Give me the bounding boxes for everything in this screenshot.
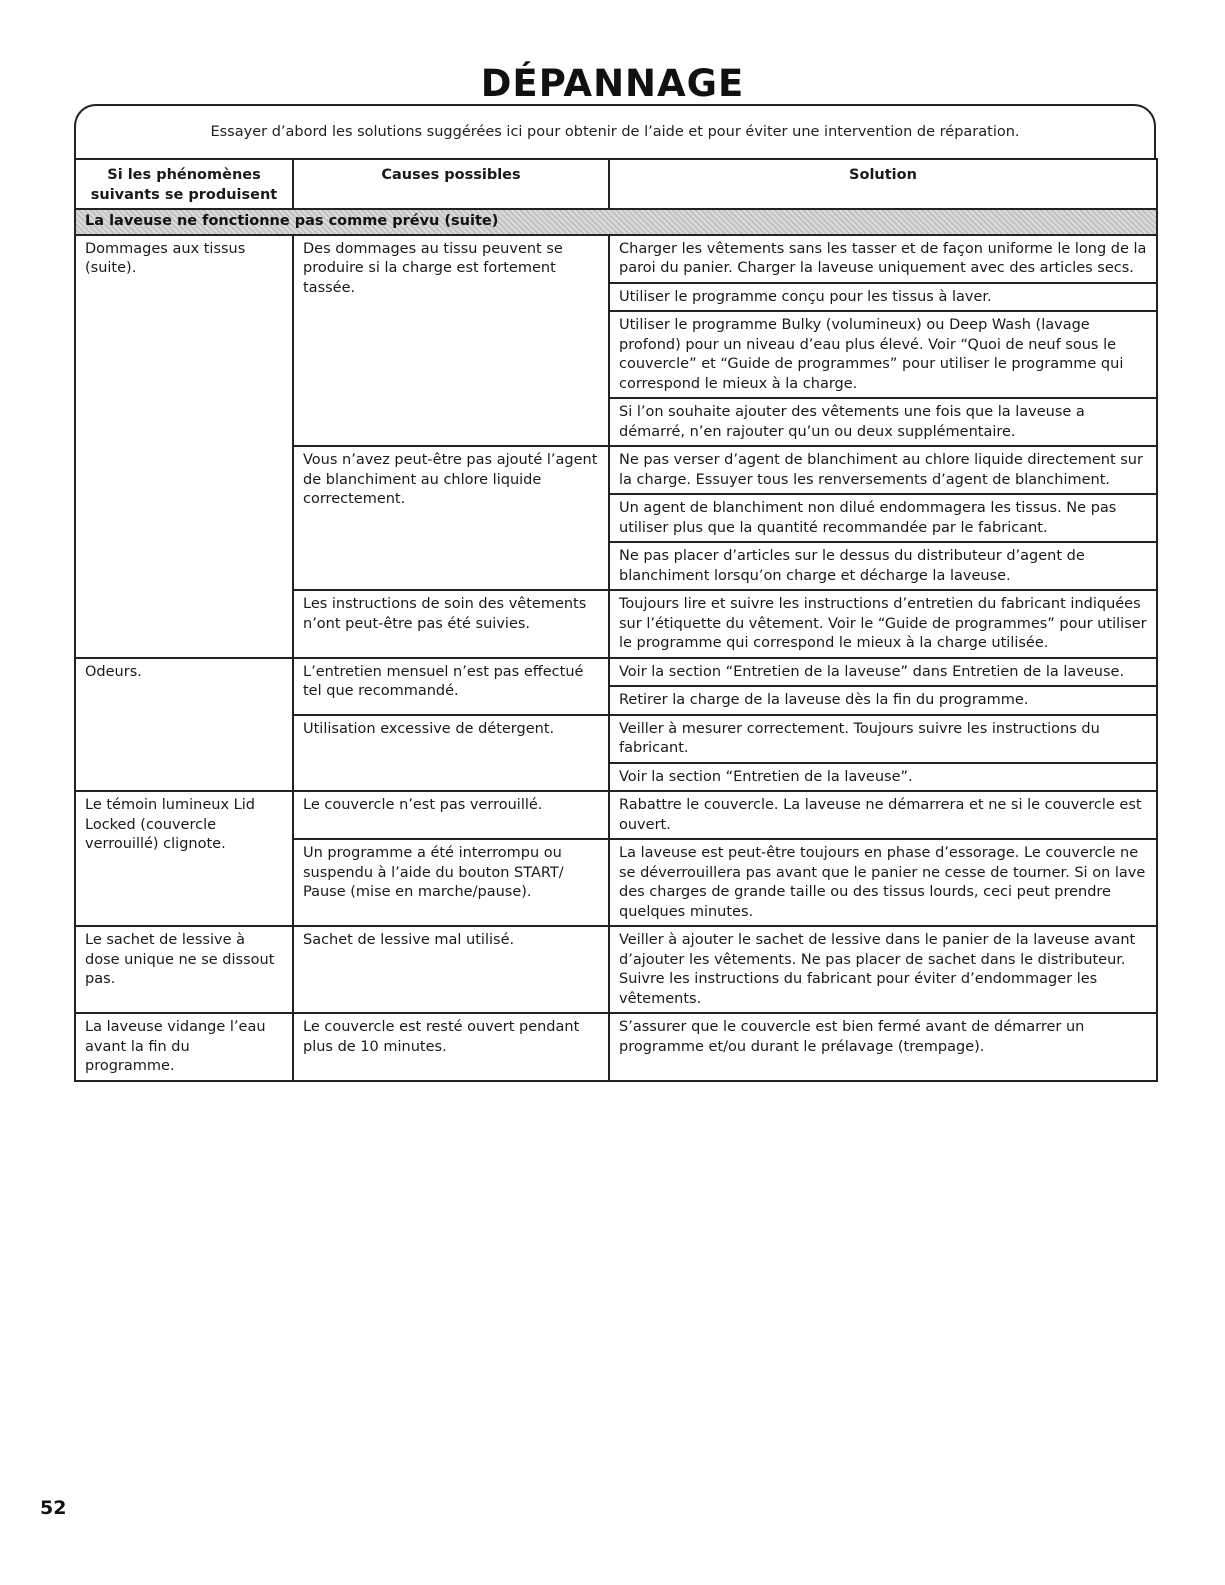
table-row (75, 658, 1157, 687)
intro-text: Essayer d’abord les solutions suggérées ici pour obtenir de l’aide et pour éviter une intervention de réparation. (210, 124, 1020, 140)
section-title: La laveuse ne fonctionne pas comme prévu (suite) (75, 209, 1157, 235)
header-phenomenon: Si les phénomènes suivants se produisent (75, 159, 293, 209)
cause-cell: L’entretien mensuel n’est pas effectué tel que recommandé. (293, 658, 609, 715)
table-row (75, 791, 1157, 839)
problem-cell: La laveuse vidange l’eau avant la fin du programme. (75, 1013, 293, 1081)
solution-cell: Charger les vêtements sans les tasser et de façon uniforme le long de la paroi du panier. Charger la laveuse uniquement avec des articles secs. (609, 235, 1157, 283)
solution-cell: Rabattre le couvercle. La laveuse ne démarrera et ne si le couvercle est ouvert. (609, 791, 1157, 839)
problem-cell: Le sachet de lessive à dose unique ne se dissout pas. (75, 926, 293, 1013)
solution-cell: S’assurer que le couvercle est bien fermé avant de démarrer un programme et/ou durant le prélavage (trempage). (609, 1013, 1157, 1081)
table-row (75, 235, 1157, 283)
header-solution: Solution (609, 159, 1157, 209)
cause-cell: Le couvercle n’est pas verrouillé. (293, 791, 609, 839)
solution-cell: Veiller à mesurer correctement. Toujours suivre les instructions du fabricant. (609, 715, 1157, 763)
cause-cell: Le couvercle est resté ouvert pendant plus de 10 minutes. (293, 1013, 609, 1081)
solution-cell: La laveuse est peut-être toujours en phase d’essorage. Le couvercle ne se déverrouillera pas avant que le panier ne cesse de tourner. Si on lave des charges de grande taille ou des tissus lourds, ceci peut prendre quelques minutes. (609, 839, 1157, 926)
table-row (75, 1013, 1157, 1081)
problem-cell: Dommages aux tissus (suite). (75, 235, 293, 658)
solution-cell: Voir la section “Entretien de la laveuse” dans Entretien de la laveuse. (609, 658, 1157, 687)
page-title: DÉPANNAGE (480, 62, 745, 105)
solution-cell: Voir la section “Entretien de la laveuse”. (609, 763, 1157, 792)
problem-cell: Le témoin lumineux Lid Locked (couvercle verrouillé) clignote. (75, 791, 293, 926)
solution-cell: Utiliser le programme Bulky (volumineux) ou Deep Wash (lavage profond) pour un niveau d’eau plus élevé. Voir “Quoi de neuf sous le couvercle” et “Guide de programmes” pour utiliser le programme qui correspond le mieux à la charge. (609, 311, 1157, 398)
cause-cell: Des dommages au tissu peuvent se produire si la charge est fortement tassée. (293, 235, 609, 447)
solution-cell: Retirer la charge de la laveuse dès la fin du programme. (609, 686, 1157, 715)
solution-cell: Toujours lire et suivre les instructions d’entretien du fabricant indiquées sur l’étiquette du vêtement. Voir le “Guide de programmes” pour utiliser le programme qui correspond le mieux à la charge utilisée. (609, 590, 1157, 658)
solution-cell: Un agent de blanchiment non dilué endommagera les tissus. Ne pas utiliser plus que la quantité recommandée par le fabricant. (609, 494, 1157, 542)
cause-cell: Sachet de lessive mal utilisé. (293, 926, 609, 1013)
page-number: 52 (40, 1497, 67, 1519)
header-causes: Causes possibles (293, 159, 609, 209)
solution-cell: Si l’on souhaite ajouter des vêtements une fois que la laveuse a démarré, n’en rajouter qu’un ou deux supplémentaire. (609, 398, 1157, 446)
cause-cell: Un programme a été interrompu ou suspendu à l’aide du bouton START/ Pause (mise en marche/pause). (293, 839, 609, 926)
problem-cell: Odeurs. (75, 658, 293, 792)
solution-cell: Ne pas verser d’agent de blanchiment au chlore liquide directement sur la charge. Essuyer tous les renversements d’agent de blanchiment. (609, 446, 1157, 494)
cause-cell: Vous n’avez peut-être pas ajouté l’agent de blanchiment au chlore liquide correctement. (293, 446, 609, 590)
section-title-row (75, 209, 1157, 235)
cause-cell: Utilisation excessive de détergent. (293, 715, 609, 792)
cause-cell: Les instructions de soin des vêtements n’ont peut-être pas été suivies. (293, 590, 609, 658)
solution-cell: Ne pas placer d’articles sur le dessus du distributeur d’agent de blanchiment lorsqu’on charge et décharge la laveuse. (609, 542, 1157, 590)
table-row (75, 926, 1157, 1013)
table-header-row (75, 159, 1157, 209)
troubleshooting-table (74, 158, 1158, 1082)
solution-cell: Veiller à ajouter le sachet de lessive dans le panier de la laveuse avant d’ajouter les vêtements. Ne pas placer de sachet dans le distributeur. Suivre les instructions du fabricant pour éviter d’endommager les vêtements. (609, 926, 1157, 1013)
solution-cell: Utiliser le programme conçu pour les tissus à laver. (609, 283, 1157, 312)
